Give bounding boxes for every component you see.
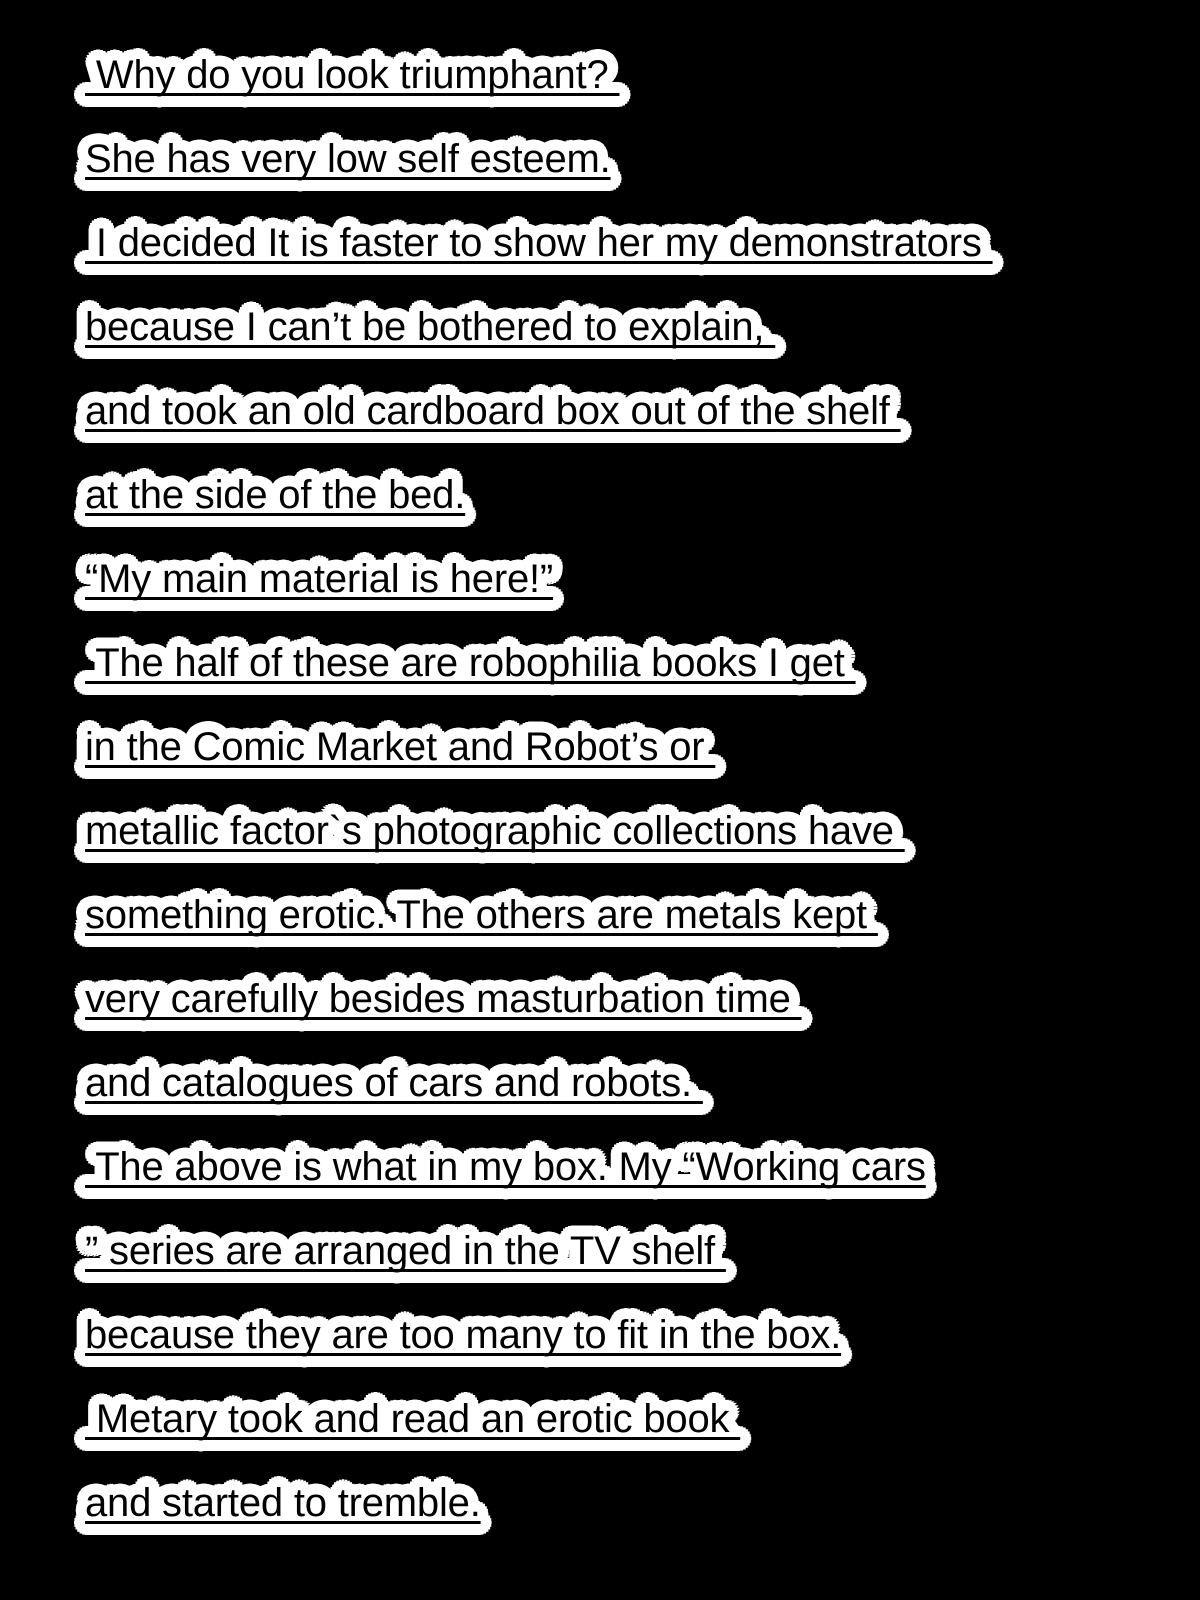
subtitle-line: and took an old cardboard box out of the shelf xyxy=(85,389,901,433)
subtitle-line: The above is what in my box. My “Working cars xyxy=(85,1145,926,1189)
subtitle-line: “My main material is here!” xyxy=(85,557,554,601)
subtitle-block xyxy=(85,33,1180,1545)
subtitle-line: because I can’t be bothered to explain, xyxy=(85,305,776,349)
subtitle-line: The half of these are robophilia books I get xyxy=(85,641,856,685)
subtitle-line: and catalogues of cars and robots. xyxy=(85,1061,703,1105)
subtitle-line: I decided It is faster to show her my demonstrators xyxy=(85,221,993,265)
subtitle-line: and started to tremble. xyxy=(85,1481,481,1525)
subtitle-line: Metary took and read an erotic book xyxy=(85,1397,741,1441)
subtitle-line: something erotic. The others are metals kept xyxy=(85,893,878,937)
subtitle-line: because they are too many to fit in the box. xyxy=(85,1313,842,1357)
subtitle-line: in the Comic Market and Robot’s or xyxy=(85,725,716,769)
subtitle-line: metallic factor`s photographic collections have xyxy=(85,809,905,853)
subtitle-line: Why do you look triumphant? xyxy=(85,53,620,97)
subtitle-line: She has very low self esteem. xyxy=(85,137,611,181)
subtitle-line: very carefully besides masturbation time xyxy=(85,977,802,1021)
subtitle-line: at the side of the bed. xyxy=(85,473,466,517)
subtitle-line: ” series are arranged in the TV shelf xyxy=(85,1229,726,1273)
